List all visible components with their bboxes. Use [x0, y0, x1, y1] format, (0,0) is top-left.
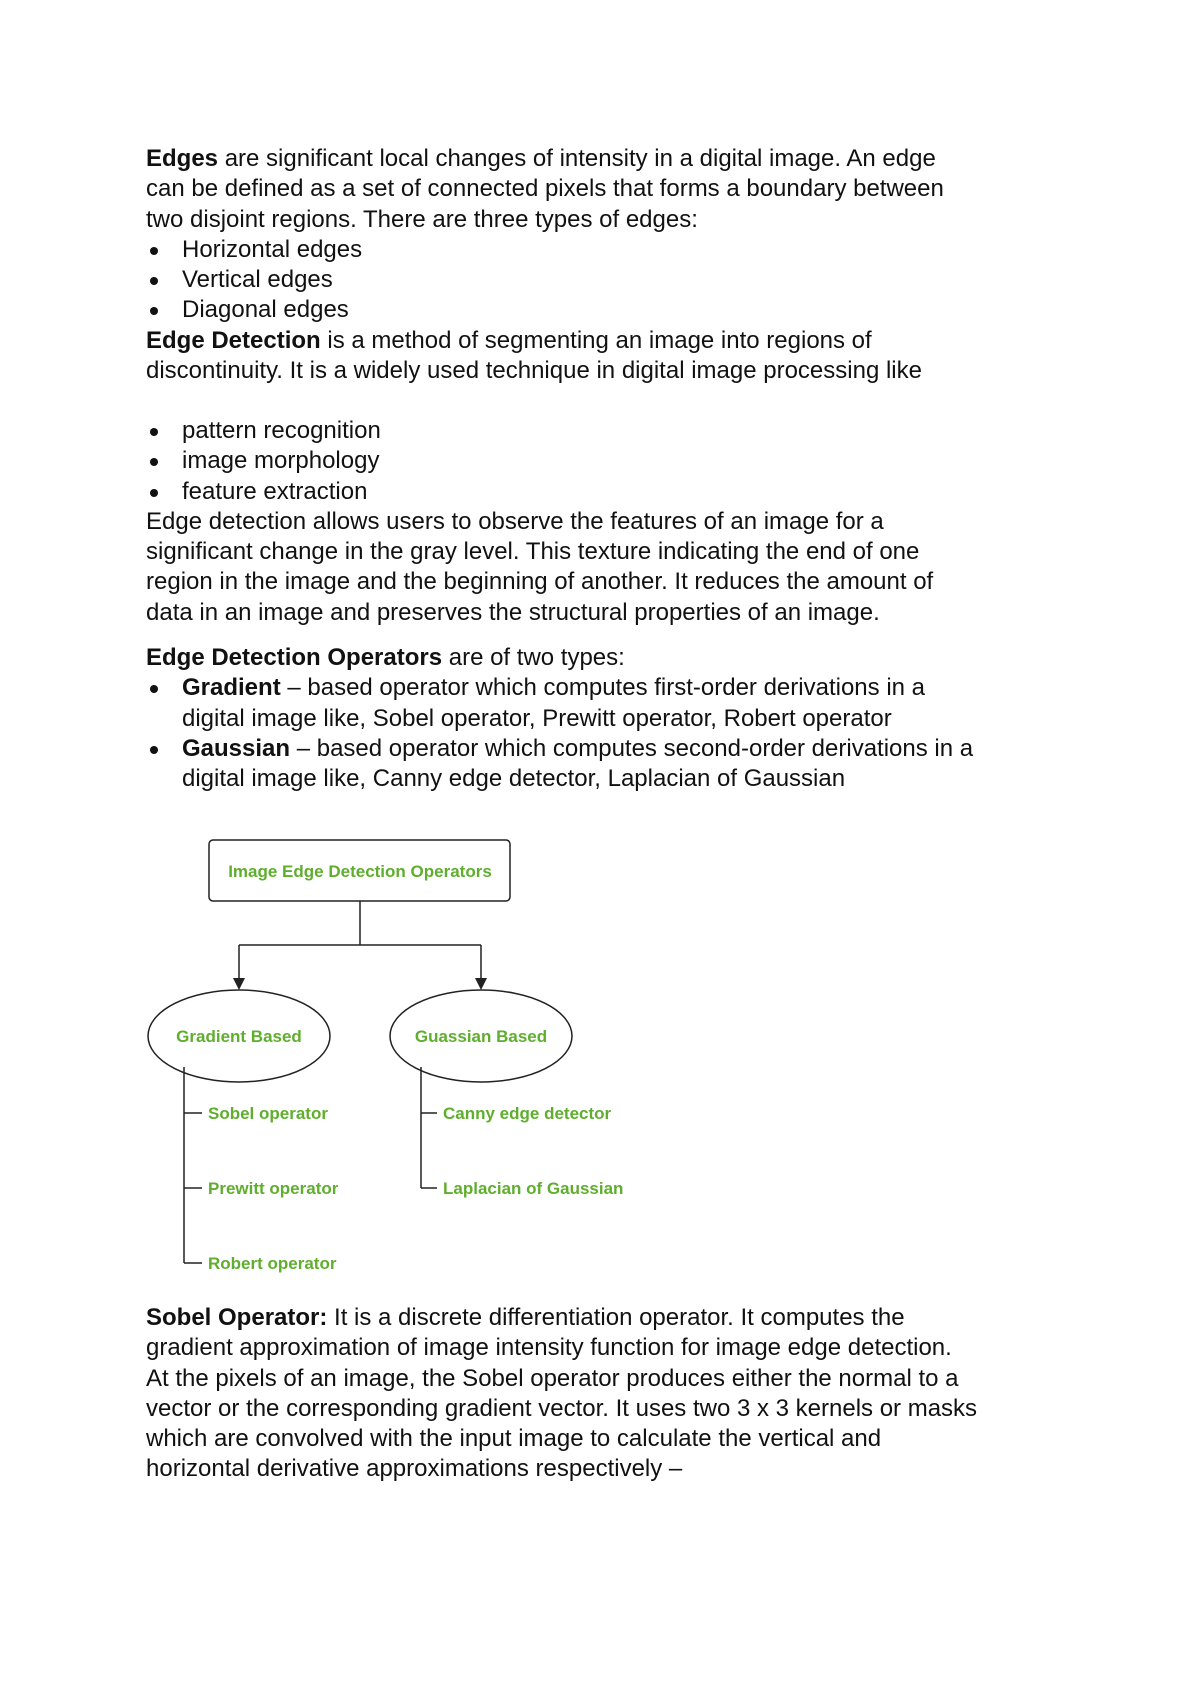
- line-text: At the pixels of an image, the Sobel operator produces either the normal to a: [146, 1364, 959, 1392]
- line-text: can be defined as a set of connected pixels that forms a boundary between: [146, 175, 944, 203]
- line-text: which are convolved with the input image to calculate the vertical and: [146, 1425, 882, 1453]
- line-text: digital image like, Canny edge detector, Laplacian of Gaussian: [182, 765, 846, 793]
- line-text: It is a discrete differentiation operator. It computes the: [327, 1304, 905, 1331]
- line-text: pattern recognition: [182, 417, 381, 444]
- item-robert: Robert operator: [208, 1254, 337, 1273]
- arrow-left-icon: [233, 978, 245, 990]
- bold-term: Edge Detection Operators: [146, 644, 443, 671]
- bold-term: Edges: [146, 145, 219, 172]
- line-text: data in an image and preserves the structural properties of an image.: [146, 598, 880, 626]
- line-text: Horizontal edges: [182, 235, 363, 263]
- line-text: – based operator which computes first-order derivations in a: [280, 674, 926, 702]
- line-text: vector or the corresponding gradient vector. It uses two 3 x 3 kernels or masks: [146, 1394, 978, 1422]
- line-text: region in the image and the beginning of another. It reduces the amount of: [146, 568, 934, 596]
- root-label: Image Edge Detection Operators: [228, 862, 492, 881]
- line-text: Edge detection allows users to observe the features of an image for a: [146, 507, 884, 535]
- line-text: discontinuity. It is a widely used technique in digital image processing like: [146, 357, 922, 385]
- gaussian-tree-lines: [421, 1067, 437, 1188]
- item-prewitt: Prewitt operator: [208, 1179, 339, 1198]
- item-log: Laplacian of Gaussian: [443, 1179, 624, 1198]
- line-text: Vertical edges: [182, 266, 333, 294]
- bold-term: Sobel Operator:: [146, 1304, 328, 1331]
- line-text: significant change in the gray level. This texture indicating the end of one: [146, 538, 920, 566]
- line-text: image morphology: [182, 447, 380, 475]
- line-text: horizontal derivative approximations respectively –: [146, 1455, 683, 1483]
- line-text: gradient approximation of image intensity function for image edge detection.: [146, 1334, 952, 1362]
- line-text: Diagonal edges: [182, 296, 349, 324]
- line-text: is a method of segmenting an image into regions of: [320, 326, 872, 354]
- gradient-label: Gradient Based: [176, 1027, 302, 1046]
- item-canny: Canny edge detector: [443, 1104, 612, 1123]
- item-sobel: Sobel operator: [208, 1104, 328, 1123]
- line-text: feature extraction: [182, 477, 368, 505]
- line-text: digital image like, Sobel operator, Prewitt operator, Robert operator: [182, 704, 892, 732]
- bold-term: Gradient: [182, 674, 281, 702]
- line-text: are significant local changes of intensity in a digital image. An edge: [218, 145, 936, 172]
- arrow-right-icon: [475, 978, 487, 990]
- line-text: two disjoint regions. There are three types of edges:: [146, 205, 698, 233]
- bold-term: Gaussian: [182, 734, 291, 762]
- connector-lines: [239, 901, 481, 984]
- bold-term: Edge Detection: [146, 326, 321, 354]
- line-text: – based operator which computes second-order derivations in a: [290, 734, 974, 762]
- gaussian-label: Guassian Based: [414, 1027, 548, 1046]
- gradient-tree-lines: [184, 1067, 202, 1263]
- line-text: are of two types:: [442, 644, 625, 671]
